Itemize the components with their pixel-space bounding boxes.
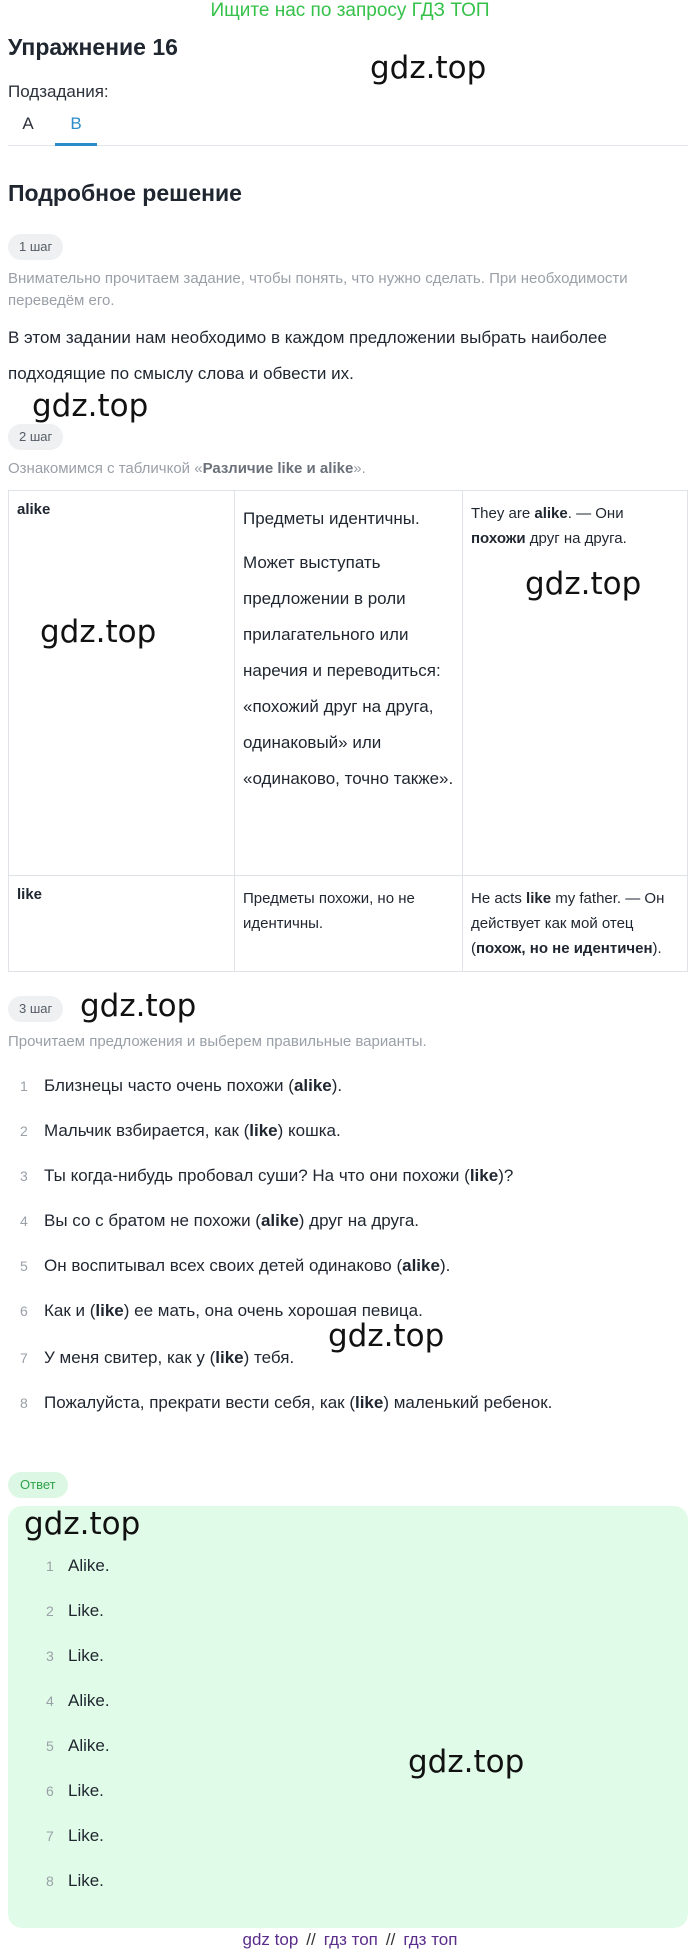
- answer-text: Like.: [68, 1781, 104, 1800]
- sentence-text: ) тебя.: [243, 1348, 295, 1367]
- example-text: друг на друга.: [525, 530, 627, 547]
- tab-b[interactable]: B: [70, 114, 82, 133]
- desc-line-1: Предметы идентичны.: [243, 509, 420, 528]
- answer-word: alike: [260, 1211, 299, 1230]
- table-example-cell: [463, 876, 688, 972]
- list-number: 7: [46, 1828, 54, 1844]
- footer-link[interactable]: gdz top: [242, 1930, 299, 1949]
- answer-box: [8, 1506, 688, 1928]
- list-number: 6: [46, 1783, 54, 1799]
- example-text: ).: [652, 940, 662, 957]
- answer-word: alike: [293, 1076, 332, 1095]
- sentence-text: Вы со с братом не похожи (: [44, 1211, 261, 1230]
- sentence-text: ) кошка.: [277, 1121, 341, 1140]
- exercise-title: Упражнение 16: [8, 34, 178, 60]
- hint-prefix: Ознакомимся с табличкой «: [8, 460, 203, 477]
- list-number: 3: [46, 1648, 54, 1664]
- footer-link[interactable]: гдз топ: [323, 1930, 378, 1949]
- answer-word: like: [469, 1166, 499, 1185]
- example-bold: like: [526, 890, 552, 907]
- table-row: [9, 876, 688, 972]
- table-example-cell: [463, 491, 688, 876]
- step-1-text: В этом задании нам необходимо в каждом предложении выбрать наиболее подходящие по смыслу слова и обвести их.: [8, 328, 607, 383]
- step-2-badge: 2 шаг: [8, 424, 63, 450]
- answer-text: Like.: [68, 1826, 104, 1845]
- list-number: 3: [20, 1168, 28, 1184]
- answer-text: Like.: [68, 1601, 104, 1620]
- table-row: [9, 491, 688, 876]
- watermark: gdz.top: [40, 614, 157, 650]
- sentence-text: Ты когда-нибудь пробовал суши? На что они похожи (: [44, 1166, 470, 1185]
- example-text: my father. — Он действует как мой отец (: [471, 890, 665, 957]
- watermark: gdz.top: [24, 1506, 141, 1542]
- example-text: He acts: [471, 890, 527, 907]
- table-desc-cell: [235, 876, 463, 972]
- answer-text: Alike.: [68, 1556, 110, 1575]
- active-tab-indicator: [55, 143, 97, 146]
- footer-links: [0, 1930, 700, 1950]
- list-number: 5: [46, 1738, 54, 1754]
- table-word-cell: alike: [9, 491, 235, 876]
- list-number: 8: [20, 1395, 28, 1411]
- answer-word: like: [95, 1301, 124, 1320]
- subtasks-label: Подзадания:: [8, 82, 109, 101]
- list-number: 8: [46, 1873, 54, 1889]
- step-3-badge: 3 шаг: [8, 996, 63, 1022]
- answer-text: Alike.: [68, 1691, 110, 1710]
- answer-word: like: [249, 1121, 278, 1140]
- subtask-tabs: [8, 110, 688, 146]
- sentence-text: ).: [331, 1076, 343, 1095]
- watermark: gdz.top: [370, 50, 487, 86]
- answer-word: alike: [402, 1256, 440, 1275]
- list-number: 7: [20, 1350, 28, 1366]
- solution-title: Подробное решение: [8, 180, 242, 206]
- sentence-text: У меня свитер, как у (: [44, 1348, 216, 1367]
- sentence-text: ) маленький ребенок.: [383, 1393, 553, 1412]
- example-bold: alike: [534, 505, 568, 522]
- watermark: gdz.top: [328, 1318, 445, 1354]
- sentence-text: Он воспитывал всех своих детей одинаково (: [44, 1256, 403, 1275]
- desc-line-2: Может выступать предложении в роли прилагательного или наречия и переводиться: «похожий друг на друга, одинаковый» или «одинаково, точно также».: [243, 553, 454, 788]
- table-desc-cell: [235, 491, 463, 876]
- step-1-hint: Внимательно прочитаем задание, чтобы понять, что нужно сделать. При необходимости переведём его.: [8, 270, 628, 309]
- list-number: 4: [20, 1213, 28, 1229]
- table-word-cell: like: [9, 876, 235, 972]
- list-number: 4: [46, 1693, 54, 1709]
- sentence-text: Пожалуйста, прекрати вести себя, как (: [44, 1393, 355, 1412]
- step-2-hint: [8, 458, 688, 480]
- example-bold: похожи: [471, 530, 526, 547]
- list-number: 2: [20, 1123, 28, 1139]
- footer-link[interactable]: гдз топ: [403, 1930, 458, 1949]
- list-number: 6: [20, 1303, 28, 1319]
- promo-banner[interactable]: Ищите нас по запросу ГДЗ ТОП: [210, 0, 490, 21]
- watermark: gdz.top: [525, 566, 642, 602]
- answer-text: Alike.: [68, 1736, 110, 1755]
- tab-a[interactable]: A: [22, 114, 34, 133]
- sentence-text: ) друг на друга.: [298, 1211, 420, 1230]
- footer-separator: //: [385, 1930, 396, 1949]
- list-number: 5: [20, 1258, 28, 1274]
- sentence-text: ) ее мать, она очень хорошая певица.: [123, 1301, 423, 1320]
- list-number: 1: [46, 1558, 54, 1574]
- sentence-text: )?: [498, 1166, 514, 1185]
- desc-line-1: Предметы похожи, но не идентичны.: [243, 890, 415, 932]
- answer-text: Like.: [68, 1871, 104, 1890]
- hint-bold: Различие like и alike: [202, 460, 354, 477]
- answer-text: Like.: [68, 1646, 104, 1665]
- footer-separator: //: [306, 1930, 316, 1949]
- example-bold: похож, но не идентичен: [476, 940, 653, 957]
- like-alike-table: [8, 490, 688, 972]
- sentence-text: ).: [439, 1256, 451, 1275]
- example-text: They are: [471, 505, 535, 522]
- hint-suffix: ».: [353, 460, 366, 477]
- answer-badge: Ответ: [8, 1472, 68, 1498]
- step-3-hint: Прочитаем предложения и выберем правильные варианты.: [8, 1033, 427, 1050]
- sentence-text: Мальчик взбирается, как (: [44, 1121, 250, 1140]
- watermark: gdz.top: [80, 988, 197, 1024]
- answer-word: like: [215, 1348, 244, 1367]
- sentence-text: Как и (: [44, 1301, 96, 1320]
- step-1-badge: 1 шаг: [8, 234, 63, 260]
- watermark: gdz.top: [408, 1744, 525, 1780]
- list-number: 2: [46, 1603, 54, 1619]
- example-text: . — Они: [567, 505, 624, 522]
- watermark: gdz.top: [32, 388, 149, 424]
- list-number: 1: [20, 1078, 28, 1094]
- sentence-text: Близнецы часто очень похожи (: [44, 1076, 294, 1095]
- answer-word: like: [354, 1393, 384, 1412]
